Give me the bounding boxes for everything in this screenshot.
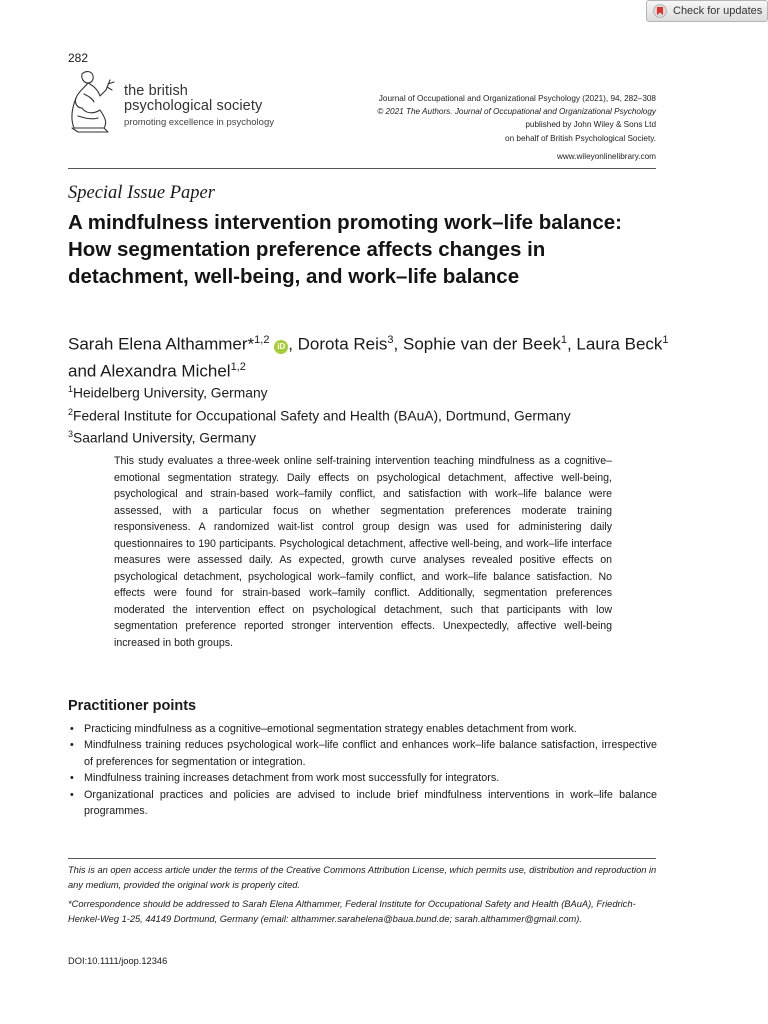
list-item: • Mindfulness training reduces psychological work–life conflict and enhances work–life balance satisfaction, irrespective of preferences for segmentation or integration. [70,739,657,768]
bullet: • [70,723,74,735]
abstract: This study evaluates a three-week online self-training intervention teaching mindfulness as a cognitive–emotional segmentation strategy. Daily effects on psychological detachment, affective well-being, psychological and strain-based work–family conflict, and satisfaction with work–life balance were assessed, with a particular focus on whether segmentation preferences moderate training responsiveness. A randomized wait-list control group design was used for administering daily questionnaires to 190 participants. Psychological detachment, affective well-being, and work–life interface measures were assessed daily. As expected, growth curve analyses revealed positive effects on psychological detachment, psychological work–family conflict, and work–life balance satisfaction. No effects were found for strain-based work–family conflict. Additionally, segmentation preferences moderated the intervention effect on psychological detachment, such that participants with low segmentation preference reported stronger intervention effects. Unexpectedly, affective well-being increased in both groups. [114,455,612,649]
article-type: Special Issue Paper [68,183,215,203]
bullet: • [70,772,74,785]
practitioner-points-heading: Practitioner points [68,698,197,714]
practitioner-points-list [68,721,657,819]
journal-website-link[interactable]: www.wileyonlinelibrary.com [556,152,656,161]
list-item: • Organizational practices and policies are advised to include brief mindfulness interventions in work–life balance programmes. [70,788,657,818]
journal-citation: Journal of Occupational and Organizational Psychology (2021), 94, 282–308 [378,94,656,103]
bps-logo-figure [64,68,122,134]
check-for-updates-label: Check for updates [673,5,763,17]
author-name: Sarah Elena Althammer* [68,334,255,354]
author-list: Sarah Elena Althammer*$^{1,2}$ iD , Dorota Reis$^3$, Sophie van der Beek$^1$, Laura Beck$^1$ and Alexandra Michel$^{1,2}$ [68,334,669,381]
affiliations [68,380,571,448]
list-item: • Practicing mindfulness as a cognitive–emotional segmentation strategy enables detachment from work. [68,721,657,737]
crossmark-icon [653,4,667,18]
header-divider [68,168,656,169]
footnote-divider [68,858,656,859]
affiliation-item: $^3$Saarland University, Germany [68,429,257,446]
author-affil-sup: 3 [387,334,394,346]
author-name: Alexandra Michel [100,361,231,381]
journal-copyright: © 2021 The Authors. Journal of Occupational and Organizational Psychology [377,107,656,117]
journal-behalf: on behalf of British Psychological Society. [505,133,656,143]
author-affil-sup: 1,2 [230,360,246,373]
author-name: Dorota Reis [297,334,388,354]
logo-tagline: promoting excellence in psychology [124,117,274,128]
author-affil-sup: 1,2 [254,334,270,346]
journal-info [377,92,656,145]
logo-line-2: psychological society [124,98,263,114]
bullet: • [70,739,74,752]
affiliation-item: $^1$Heidelberg University, Germany [68,384,268,401]
open-access-note: This is an open access article under the terms of the Creative Commons Attribution License, which permits use, distribution and reproduction in any medium, provided the original work is properly cited. [68,865,657,890]
paper-title: A mindfulness intervention promoting work–life balance: How segmentation preference affects changes in detachment, well-being, and work–life balance [68,211,622,288]
correspondence-note: *Correspondence should be addressed to Sarah Elena Althammer, Federal Institute for Occupational Safety and Health (BAuA), Friedrich-Henkel-Weg 1-25, 44149 Dortmund, Germany (email: althammer.sarahelena@baua.bund.de; sarah.althammer@gmail.com). [68,899,636,924]
author-name: Laura Beck [576,334,663,354]
author-affil-sup: 1 [662,334,669,346]
orcid-icon[interactable]: iD [274,340,288,354]
author-affil-sup: 1 [560,334,567,346]
check-for-updates-button[interactable] [646,0,768,22]
affiliation-item: $^2$Federal Institute for Occupational Safety and Health (BAuA), Dortmund, Germany [68,406,571,424]
logo-line-1: the british [124,83,188,99]
page-number: 282 [68,51,89,65]
author-name: Sophie van der Beek [402,334,561,354]
list-item: • Mindfulness training increases detachment from work most successfully for integrators. [68,770,657,786]
journal-publisher: published by John Wiley & Sons Ltd [525,120,656,130]
doi[interactable]: DOI:10.1111/joop.12346 [68,956,168,966]
bullet: • [70,788,74,801]
bps-logo-text [124,84,274,129]
